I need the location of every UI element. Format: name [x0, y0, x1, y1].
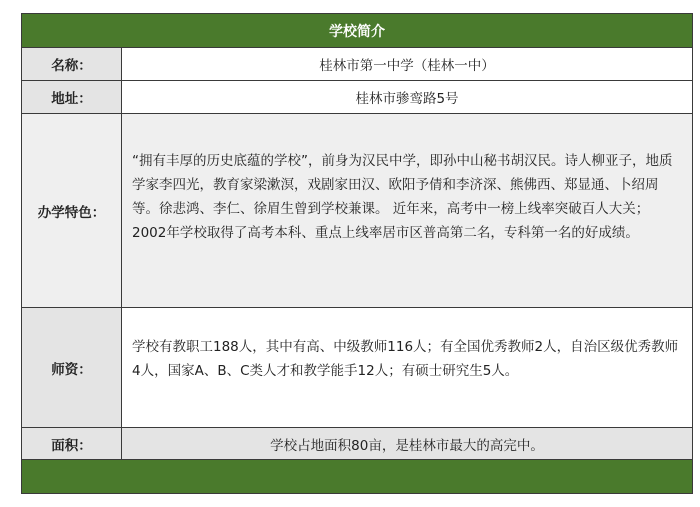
row-label-features: 办学特色： [22, 114, 122, 307]
table-footer-bar [22, 460, 692, 493]
row-value-features: “拥有丰厚的历史底蕴的学校”，前身为汉民中学，即孙中山秘书胡汉民。诗人柳亚子，地质学家李四光，教育家梁漱溟，戏剧家田汉、欧阳予倩和李济深、熊佛西、郑显通、卜绍周等。徐悲鸿、李仁、徐眉生曾到学校兼课。 近年来，高考中一榜上线率突破百人大关；2002年学校取得了高考本科、重点上线率居市区普高第二名，专科第一名的好成绩。 [132, 153, 673, 241]
table-row-faculty [22, 308, 692, 428]
row-value-name: 桂林市第一中学（桂林一中） [122, 48, 692, 80]
row-label-area: 面积： [22, 428, 122, 459]
row-label-faculty: 师资： [22, 308, 122, 427]
table-title: 学校简介 [22, 14, 692, 48]
table-row-name [22, 48, 692, 81]
row-label-address: 地址： [22, 81, 122, 113]
row-value-area: 学校占地面积80亩，是桂林市最大的高完中。 [122, 428, 692, 459]
table-row-area [22, 428, 692, 460]
table-row-features [22, 114, 692, 308]
row-label-name: 名称： [22, 48, 122, 80]
school-intro-table [21, 13, 693, 494]
row-value-faculty: 学校有教职工188人，其中有高、中级教师116人；有全国优秀教师2人，自治区级优秀教师4人，国家A、B、C类人才和教学能手12人；有硕士研究生5人。 [132, 339, 679, 379]
row-value-address: 桂林市骖鸾路5号 [122, 81, 692, 113]
table-row-address [22, 81, 692, 114]
